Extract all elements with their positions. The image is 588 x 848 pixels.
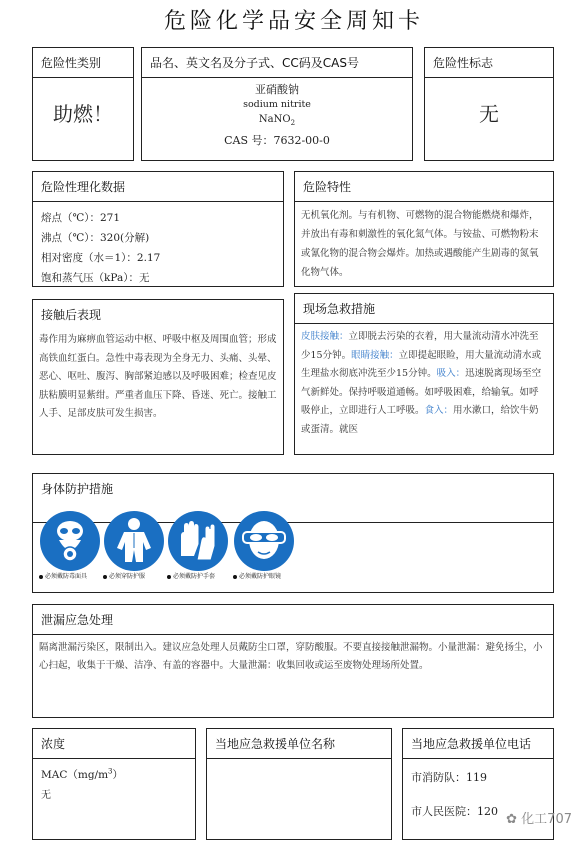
ppe-item-suit — [103, 510, 165, 580]
ppe-caption-gloves: 必须戴防护手套 — [167, 571, 237, 580]
mac-value: 无 — [41, 790, 51, 801]
vapor-pressure: 饱和蒸气压（kPa）：无 — [41, 272, 150, 284]
first-aid-box — [294, 293, 554, 455]
hazard-sign-header: 危险性标志 — [425, 48, 553, 78]
watermark: ✿ 化工707 — [506, 812, 572, 827]
exposure-header: 接触后表现 — [41, 308, 102, 322]
ingestion-label: 食入： — [424, 405, 454, 416]
chinese-name: 亚硝酸钠 — [255, 83, 299, 96]
english-name: sodium nitrite — [243, 99, 311, 110]
exposure-text: 毒作用为麻痹血管运动中枢、呼吸中枢及周围血管；形成高铁血红蛋白。急性中毒表现为全身无力、头痛、头晕、恶心、呕吐、腹泻、胸部紧迫感以及呼吸困难；检查见皮肤粘膜明显紫绀。严重者血压下降、昏迷、死亡。接触工人手、足部皮肤可发生损害。 — [39, 334, 277, 419]
phys-data-box — [32, 171, 284, 287]
rescue-unit-box — [206, 728, 392, 840]
ppe-caption-goggles: 必须戴防护眼镜 — [233, 571, 303, 580]
ppe-icons — [39, 510, 299, 578]
respirator-icon — [39, 510, 101, 572]
leak-text: 隔离泄漏污染区，限制出入。建议应急处理人员戴防尘口罩，穿防酸服。不要直接接触泄漏物。小量泄漏：避免扬尘，小心扫起，收集于干燥、洁净、有盖的容器中。大量泄漏：收集回收或运至废物处理场所处置。 — [39, 642, 543, 671]
page-title: 危险化学品安全周知卡 — [163, 9, 424, 34]
exposure-box — [32, 299, 284, 455]
ppe-item-respirator — [39, 510, 101, 580]
rescue-unit-header: 当地应急救援单位名称 — [207, 729, 391, 759]
gloves-icon — [167, 510, 229, 572]
hospital-phone: 市人民医院：120 — [411, 805, 498, 818]
hazard-props-box — [294, 171, 554, 287]
fire-brigade-phone: 市消防队：119 — [411, 771, 487, 784]
names-box — [141, 47, 413, 161]
hazard-class-value: 助燃！ — [53, 102, 113, 126]
boiling-point: 沸点（℃）：320(分解) — [41, 232, 150, 244]
goggles-icon — [233, 510, 295, 572]
phys-data-list — [33, 202, 283, 294]
names-header: 品名、英文名及分子式、CC码及CAS号 — [142, 48, 412, 78]
phys-data-header: 危险性理化数据 — [33, 172, 283, 202]
first-aid-text: 皮肤接触：立即脱去污染的衣着，用大量流动清水冲洗至少15分钟。眼睛接触：立即提起眼睑，用大量流动清水或生理盐水彻底冲洗至少15分钟。吸入：迅速脱离现场至空气新鲜处。保持呼吸道通畅。如呼吸困难，给输氧。如呼吸停止，立即进行人工呼吸。食入：用水漱口，给饮牛奶或蛋清。就医 — [301, 331, 542, 435]
concentration-box — [32, 728, 196, 840]
rescue-phone-header: 当地应急救援单位电话 — [403, 729, 553, 759]
hazard-props-header: 危险特性 — [295, 172, 553, 202]
hazard-props-text: 无机氧化剂。与有机物、可燃物的混合物能燃烧和爆炸，并放出有毒和刺激性的氧化氮气体。与铵盐、可燃物粉末或氰化物的混合物会爆炸。加热或遇酸能产生剧毒的氮氧化物气体。 — [301, 210, 539, 278]
ppe-box — [32, 473, 554, 593]
melting-point: 熔点（℃）：271 — [41, 212, 121, 224]
inhalation-label: 吸入： — [436, 368, 466, 379]
eye-contact-label: 眼睛接触： — [351, 349, 399, 361]
first-aid-header: 现场急救措施 — [295, 294, 553, 324]
hazard-class-header: 危险性类别 — [33, 48, 133, 78]
hazard-sign-box — [424, 47, 554, 161]
ppe-item-goggles — [233, 510, 295, 580]
molecular-formula: NaNO$_2$ — [258, 114, 296, 127]
hazard-class-box — [32, 47, 134, 161]
hazard-sign-value: 无 — [479, 102, 499, 126]
ppe-caption-respirator: 必须戴防毒面具 — [39, 571, 109, 580]
concentration-header: 浓度 — [33, 729, 195, 759]
ppe-caption-suit: 必须穿防护服 — [103, 571, 173, 580]
leak-box — [32, 604, 554, 718]
ppe-item-gloves — [167, 510, 229, 580]
cas-number: CAS 号：7632-00-0 — [224, 134, 330, 147]
mac-label: $MAC(mg/m^3)$ — [41, 767, 124, 781]
leak-header: 泄漏应急处理 — [33, 605, 553, 635]
wechat-icon: ✿ — [506, 812, 518, 827]
skin-contact-label: 皮肤接触： — [301, 331, 349, 342]
relative-density: 相对密度（水＝1）：2.17 — [41, 252, 161, 264]
protective-suit-icon — [103, 510, 165, 572]
ppe-header: 身体防护措施 — [41, 482, 114, 496]
